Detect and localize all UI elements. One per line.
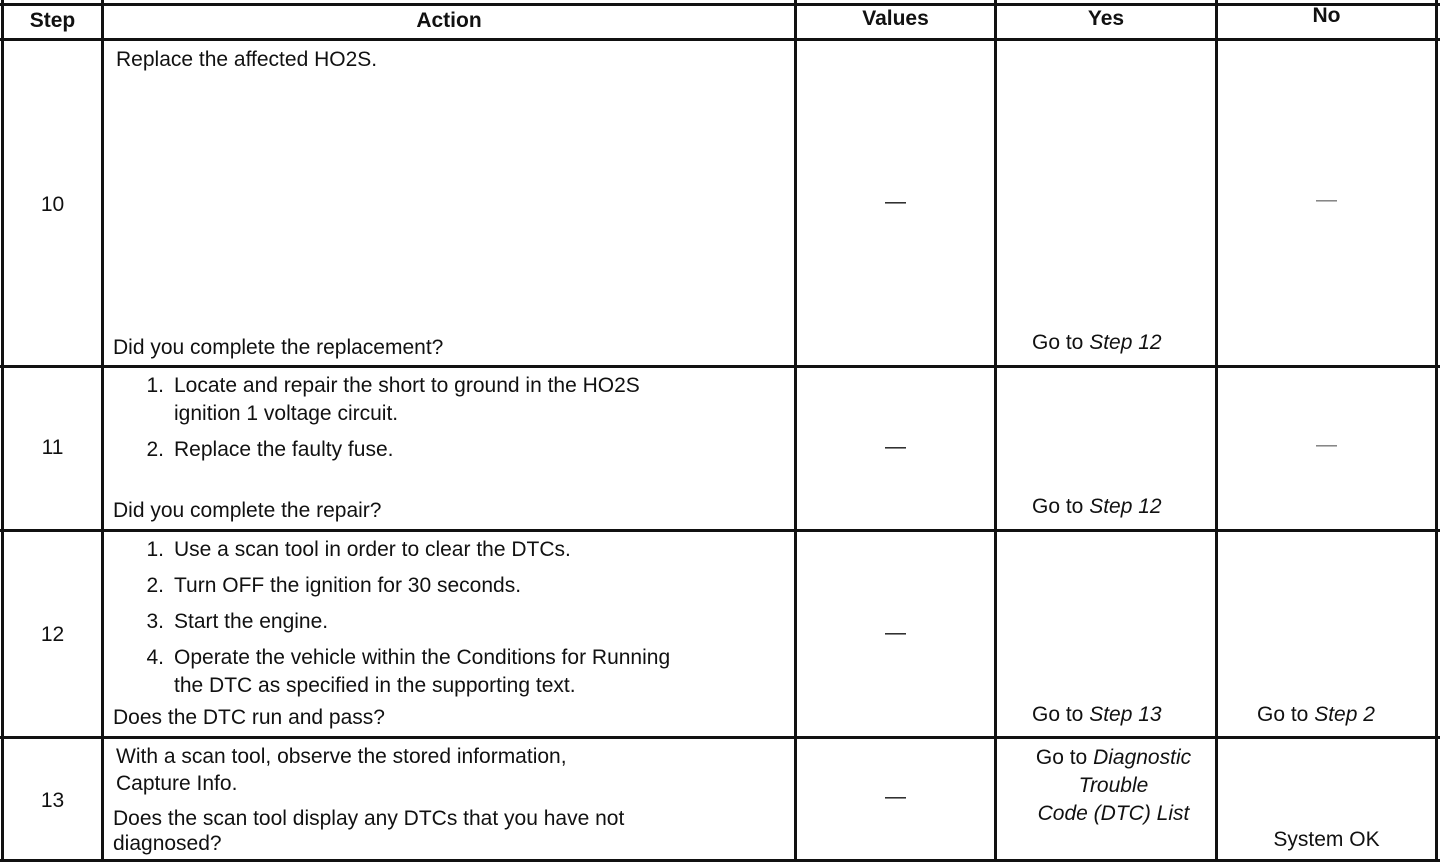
item-number: 2. [146,574,164,597]
column-divider-step-action [101,0,104,862]
no-cell: System OK [1273,828,1380,851]
list-item [134,608,784,644]
step-link[interactable]: Step 2 [1314,703,1375,726]
dtc-list-link-cont[interactable]: Code (DTC) List [1037,802,1190,825]
values-cell: — [885,190,906,213]
item-text: Operate the vehicle within the Conditions for Running [174,646,671,669]
action-question: Did you complete the repair? [113,499,382,522]
step-number: 12 [40,623,65,646]
step-link[interactable]: Step 13 [1089,703,1162,726]
column-divider-yes-no [1215,0,1218,862]
header-step: Step [29,9,76,32]
action-text: With a scan tool, observe the stored information, [116,745,567,768]
action-text: Replace the affected HO2S. [116,48,378,71]
column-divider-action-values [794,0,797,862]
item-text: Use a scan tool in order to clear the DTCs. [174,538,571,561]
no-cell [1257,702,1375,728]
row-divider-11-12 [0,529,1440,532]
step-number: 11 [41,436,64,459]
action-question: Did you complete the replacement? [113,336,444,359]
list-item [134,572,784,608]
list-item [134,644,784,704]
yes-cell [1032,330,1162,356]
yes-cell [1032,494,1162,520]
no-cell: — [1316,188,1337,211]
item-text-cont: the DTC as specified in the supporting text. [174,674,576,697]
dtc-list-link-cont[interactable]: Trouble [1078,774,1149,797]
action-question: Does the DTC run and pass? [113,706,385,729]
yes-cell [1032,702,1162,728]
list-item [134,372,774,436]
yes-prefix: Go to [1032,703,1090,726]
header-yes: Yes [1087,7,1125,30]
header-no: No [1312,4,1341,27]
yes-prefix: Go to [1032,331,1090,354]
table-border-left [1,0,4,862]
item-number: 4. [146,646,164,669]
yes-cell [997,745,1230,771]
yes-prefix: Go to [1035,746,1094,769]
header-action: Action [416,9,482,32]
yes-prefix: Go to [1032,495,1090,518]
item-text: Start the engine. [174,610,329,633]
item-number: 3. [146,610,164,633]
action-question: Does the scan tool display any DTCs that you have not [113,807,625,830]
action-list [134,372,774,466]
row-divider-10-11 [0,365,1440,368]
row-divider-12-13 [0,736,1440,739]
list-item [134,436,774,466]
table-border-bottom [0,859,1440,862]
yes-cell-cont [997,773,1230,799]
step-number: 13 [40,789,65,812]
step-number: 10 [40,193,65,216]
column-divider-values-yes [994,0,997,862]
no-prefix: Go to [1257,703,1315,726]
yes-cell-cont [997,801,1230,827]
step-link[interactable]: Step 12 [1089,495,1162,518]
header-values: Values [862,7,929,30]
action-question-cont: diagnosed? [113,832,222,855]
item-number: 2. [146,438,164,461]
step-link[interactable]: Step 12 [1089,331,1162,354]
header-divider [0,38,1440,41]
values-cell: — [885,435,906,458]
dtc-list-link[interactable]: Diagnostic [1093,746,1192,769]
table-border-right [1435,0,1438,862]
item-text-cont: ignition 1 voltage circuit. [174,402,399,425]
action-text-cont: Capture Info. [116,772,238,795]
values-cell: — [885,785,906,808]
list-item [134,536,784,572]
item-text: Locate and repair the short to ground in the HO2S [174,374,640,397]
no-cell: — [1316,433,1337,456]
item-text: Replace the faulty fuse. [174,438,394,461]
item-text: Turn OFF the ignition for 30 seconds. [174,574,522,597]
item-number: 1. [146,374,164,397]
values-cell: — [885,621,906,644]
action-list [134,536,784,704]
item-number: 1. [146,538,164,561]
